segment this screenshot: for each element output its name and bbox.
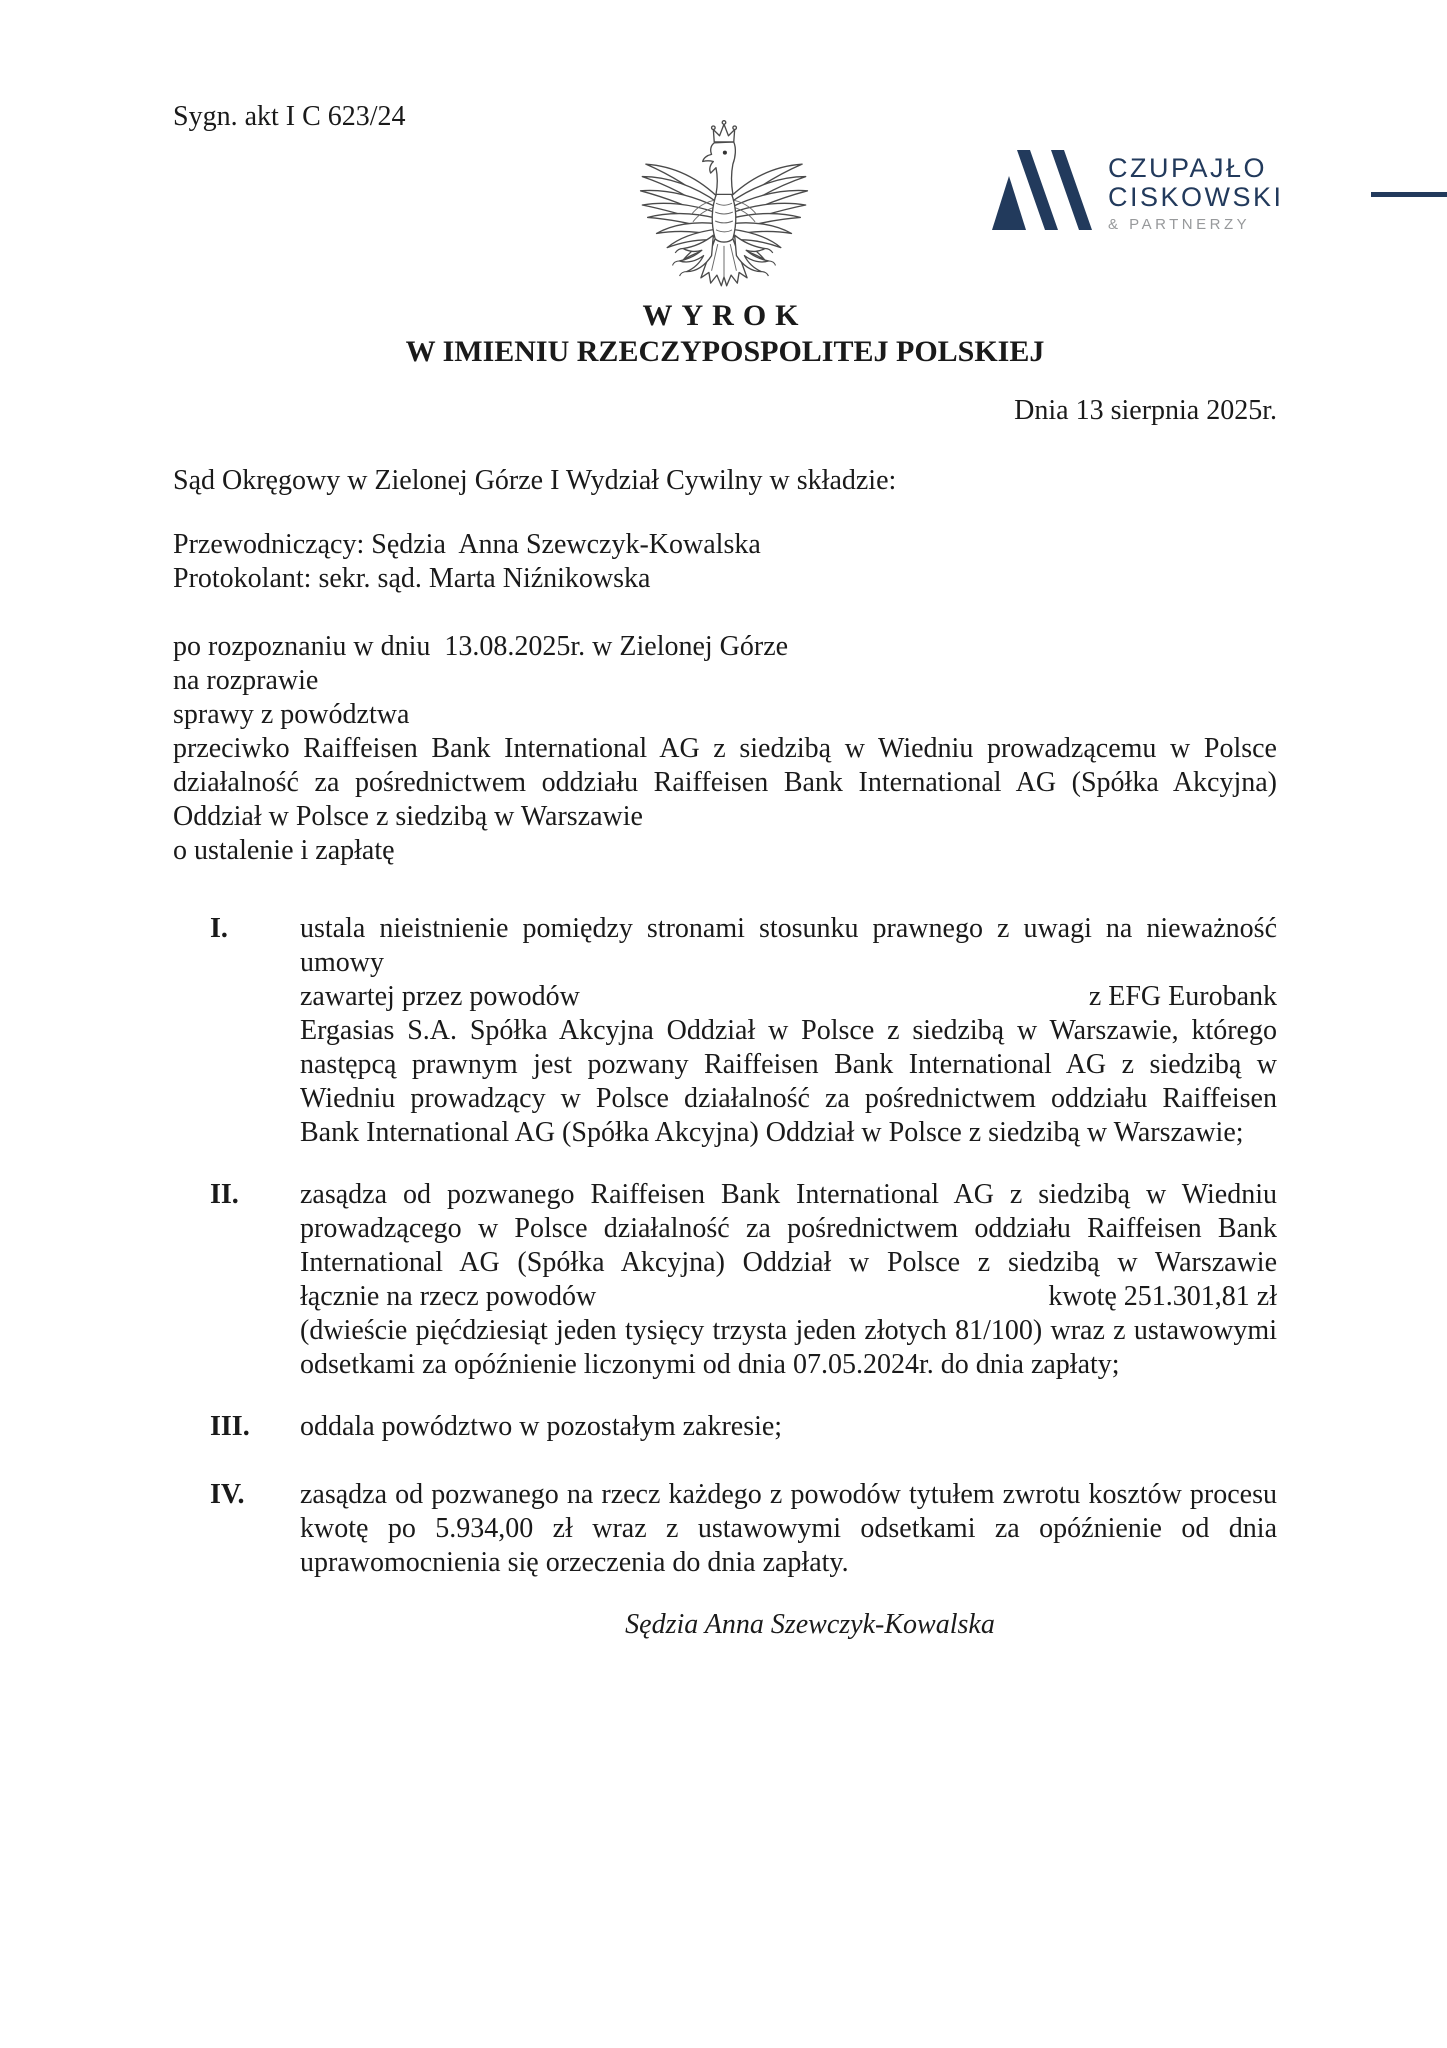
ruling-item-1 (173, 912, 1277, 1150)
ruling-item-4-numeral: IV. (210, 1479, 245, 1510)
ruling-item-1-paragraph-1: ustala nieistnienie pomiędzy stronami stosunku prawnego z uwagi na nieważność umowy (300, 913, 1277, 978)
law-firm-logo-text (1108, 150, 1284, 233)
ruling-item-2-text (300, 1178, 1277, 1382)
ruling-item-2-paragraph-2: (dwieście pięćdziesiąt jeden tysięcy trzysta jeden złotych 81/100) wraz z ustawowymi odsetkami za opóźnienie liczonymi od dnia 07.05.2024r. do dnia zapłaty; (300, 1315, 1277, 1380)
ruling-item-2 (173, 1178, 1277, 1382)
logo-accent-line (1371, 192, 1447, 197)
judge-signature: Sędzia Anna Szewczyk-Kowalska (625, 1609, 995, 1640)
ruling-item-3 (173, 1410, 1277, 1444)
national-emblem (635, 118, 813, 313)
defendant-paragraph: przeciwko Raiffeisen Bank International AG z siedzibą w Wiedniu prowadzącemu w Polsce działalność za pośrednictwem oddziału Raiffeisen Bank International AG (Spółka Akcyjna) Oddział w Polsce z siedzibą w Warszawie (173, 733, 1277, 832)
ruling-item-2-gap-right: kwotę 251.301,81 zł (1048, 1281, 1277, 1312)
ruling-item-1-redacted-row (300, 980, 1277, 1014)
subject-line: o ustalenie i zapłatę (173, 835, 395, 866)
ruling-item-2-redacted-row (300, 1280, 1277, 1314)
ruling-item-2-paragraph-1: zasądza od pozwanego Raiffeisen Bank International AG z siedzibą w Wiedniu prowadzącego w Polsce działalność za pośrednictwem oddziału Raiffeisen Bank International AG (Spółka Akcyjna) Oddział w Polsce z siedzibą w Warszawie (300, 1179, 1277, 1278)
hearing-date-line: po rozpoznaniu w dniu 13.08.2025r. w Zielonej Górze (173, 631, 789, 662)
ruling-item-4-text (300, 1478, 1277, 1580)
ruling-item-1-numeral: I. (210, 913, 228, 944)
polish-eagle-emblem (635, 118, 813, 308)
ruling-item-3-text (300, 1410, 1277, 1444)
case-number: Sygn. akt I C 623/24 (173, 101, 406, 132)
ruling-item-3-paragraph-1: oddala powództwo w pozostałym zakresie; (300, 1411, 783, 1442)
document-subtitle: W IMIENIU RZECZYPOSPOLITEJ POLSKIEJ (405, 335, 1045, 368)
ruling-list (173, 912, 1277, 1580)
judgment-date: Dnia 13 sierpnia 2025r. (1014, 395, 1277, 426)
ruling-item-4-paragraph-1: zasądza od pozwanego na rzecz każdego z powodów tytułem zwrotu kosztów procesu kwotę po 5.934,00 zł wraz z ustawowymi odsetkami za opóźnienie od dnia uprawomocnienia się orzeczenia do dnia zapłaty. (300, 1479, 1277, 1578)
law-firm-logo-mark-icon (990, 150, 1094, 234)
ruling-item-3-numeral: III. (210, 1411, 250, 1442)
presiding-judge-line: Przewodniczący: Sędzia Anna Szewczyk-Kowalska (173, 529, 761, 560)
document-title: WYROK (642, 299, 808, 332)
ruling-item-1-gap-left: zawartej przez powodów (300, 981, 580, 1012)
court-composition-line: Sąd Okręgowy w Zielonej Górze I Wydział Cywilny w składzie: (173, 465, 897, 496)
ruling-item-4 (173, 1478, 1277, 1580)
law-firm-subtitle: & PARTNERZY (1108, 216, 1251, 233)
hearing-block (173, 630, 1277, 868)
ruling-item-2-numeral: II. (210, 1179, 239, 1210)
hearing-type-line: na rozprawie (173, 665, 319, 696)
ruling-item-1-paragraph-2: Ergasias S.A. Spółka Akcyjna Oddział w Polsce z siedzibą w Warszawie, którego następcą prawnym jest pozwany Raiffeisen Bank International AG z siedzibą w Wiedniu prowadzący w Polsce działalność za pośrednictwem oddziału Raiffeisen Bank International AG (Spółka Akcyjna) Oddział w Polsce z siedzibą w Warszawie; (300, 1015, 1277, 1148)
law-firm-name-line1: CZUPAJŁO (1108, 153, 1268, 183)
judgment-body (173, 298, 1277, 1642)
law-firm-name-line2: CISKOWSKI (1108, 182, 1284, 212)
law-firm-logo (990, 150, 1284, 234)
ruling-item-1-gap-right: z EFG Eurobank (1088, 981, 1277, 1012)
court-clerk-line: Protokolant: sekr. sąd. Marta Niźnikowska (173, 563, 651, 594)
ruling-item-1-text (300, 912, 1277, 1150)
ruling-item-2-gap-left: łącznie na rzecz powodów (300, 1281, 597, 1312)
claim-line: sprawy z powództwa (173, 699, 410, 730)
